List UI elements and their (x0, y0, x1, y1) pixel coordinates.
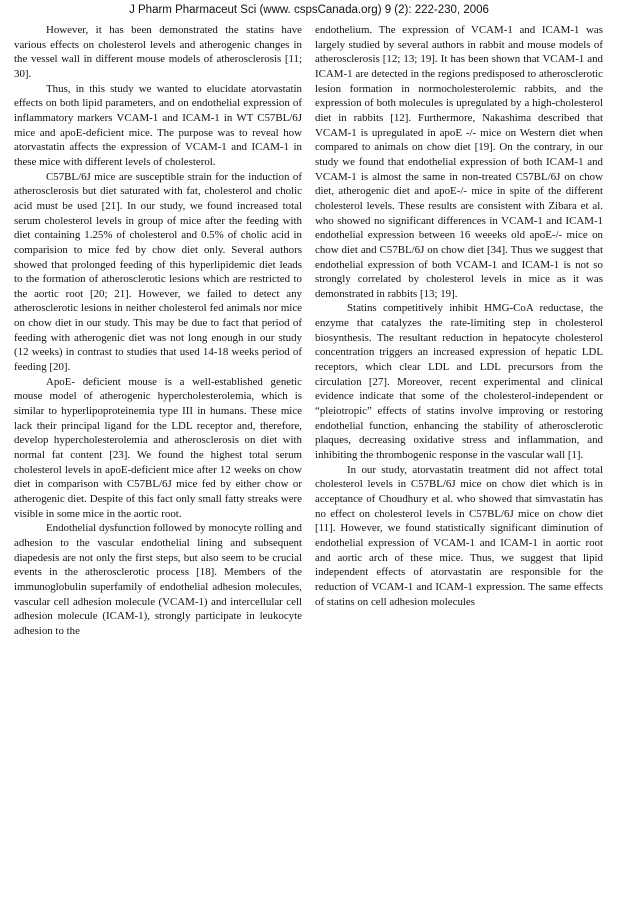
paragraph: In our study, atorvastatin treatment did not affect total cholesterol levels in C57BL/6J mice on chow diet which is in acceptance of Choudhury et al. who showed that simvastatin has no effect on cholesterol levels in C57BL/6J mice on chow diet [11]. However, we found statistically significant diminution of endothelial expression of VCAM-1 and ICAM-1 in aortic root and aortic arch of these mice. Thus, we suggest that lipid independent effects of atorvastatin are responsible for the reduction of VCAM-1 and ICAM-1 expression. The same effects of statins on cell adhesion molecules (315, 463, 603, 608)
paragraph: However, it has been demonstrated the statins have various effects on cholesterol levels and atherogenic changes in the vessel wall in different mouse models of atherosclerosis [11; 30]. (14, 24, 302, 80)
paragraph: ApoE- deficient mouse is a well-established genetic mouse model of atherogenic hypercholesterolemia, which is similar to hyperlipoproteinemia type III in humans. These mice lack their principal ligand for the LDL receptor and, therefore, develop hypercholesterolemia and atherosclerosis on diet with normal fat content [23]. We found the highest total serum cholesterol levels in apoE-deficient mice after 12 weeks on chow diet in comparison with C57BL/6J mice fed by either chow or atherogenic diet. Despite of this fact only small fatty streaks were visible in some mice in the aortic root. (14, 375, 302, 520)
paragraph: Thus, in this study we wanted to elucidate atorvastatin effects on both lipid parameters, and on endothelial expression of inflammatory markers VCAM-1 and ICAM-1 in WT C57BL/6J mice and apoE-deficient mice. The purpose was to reveal how atorvastatin affects the expression of VCAM-1 and ICAM-1 in these mice with different levels of cholesterol. (14, 82, 302, 168)
paragraph: Endothelial dysfunction followed by monocyte rolling and adhesion to the vascular endothelial lining and subsequent diapedesis are not only the first steps, but also seem to be crucial events in the atherosclerotic process [18]. Members of the immunoglobulin superfamily of endothelial adhesion molecules, vascular cell adhesion molecule (VCAM-1) and intercellular cell adhesion molecule (ICAM-1), strongly participate in leukocyte adhesion to the (14, 522, 302, 637)
left-column (14, 23, 302, 639)
paragraph-continued: endothelium. The expression of VCAM-1 and ICAM-1 was largely studied by several authors in rabbit and mouse models of atherosclerosis [12; 13; 19]. It has been shown that VCAM-1 and ICAM-1 are detected in the regions predisposed to atherosclerotic lesion formation in normocholesterolemic rabbits, and the expression of both molecules is upregulated by a high-cholesterol diet in rabbits [12]. Furthermore, Nakashima described that VCAM-1 is upregulated in apoE -/- mice on Western diet when compared to animals on chow diet [19]. On the contrary, in our study we found that endothelial expression of both ICAM-1 and VCAM-1 is almost the same in non-treated C57BL/6J on chow diet, atherogenic diet and apoE-/- mice in spite of the different cholesterol levels. These results are consistent with Zibara et al. who showed no significant differences in VCAM-1 and ICAM-1 endothelial expression between 16 weeeks old apoE-/- mice on chow diet and C57BL/6J on chow diet [34]. Thus we suggest that endothelial expression of both VCAM-1 and ICAM-1 is not so strongly correlated by cholesterol levels in mice as it was demonstrated in rabbits [13; 19]. (315, 24, 603, 300)
paragraph: C57BL/6J mice are susceptible strain for the induction of atherosclerosis but diet saturated with fat, cholesterol and cholic acid must be used [21]. In our study, we found increased total serum cholesterol levels in group of mice after the feeding with diet containing 1.25% of cholesterol and 0.5% of cholic acid in comparision to mice fed by chow diet only. Several authors showed that prolonged feeding of this hyperlipidemic diet leads to the formation of atherosclerotic lesions which are restricted to the aortic root [20; 21]. However, we failed to detect any atherosclerotic lesions in neither cholesterol fed animals nor mice on chow diet in our study. This may be due to fact that period of feeding with atherogenic diet was not long enough in our study (12 weeks) in contrast to studies that used 14-18 weeks period of feeding [20]. (14, 170, 302, 374)
running-head: J Pharm Pharmaceut Sci (www. cspsCanada.org) 9 (2): 222-230, 2006 (129, 4, 489, 16)
paragraph: Statins competitively inhibit HMG-CoA reductase, the enzyme that catalyzes the rate-limiting step in cholesterol biosynthesis. The resultant reduction in hepatocyte cholesterol concentration triggers an increased expression of hepatic LDL receptors, which clear LDL and LDL precursors from the circulation [27]. Moreover, recent experimental and clinical evidence indicate that some of the cholesterol-independent or “pleiotropic” effects of statins involve improving or restoring endothelial function, enhancing the stability of atherosclerotic plaques, decreasing oxidative stress and inflammation, and inhibiting the thrombogenic response in the vascular wall [1]. (315, 302, 603, 462)
right-column (315, 23, 603, 609)
